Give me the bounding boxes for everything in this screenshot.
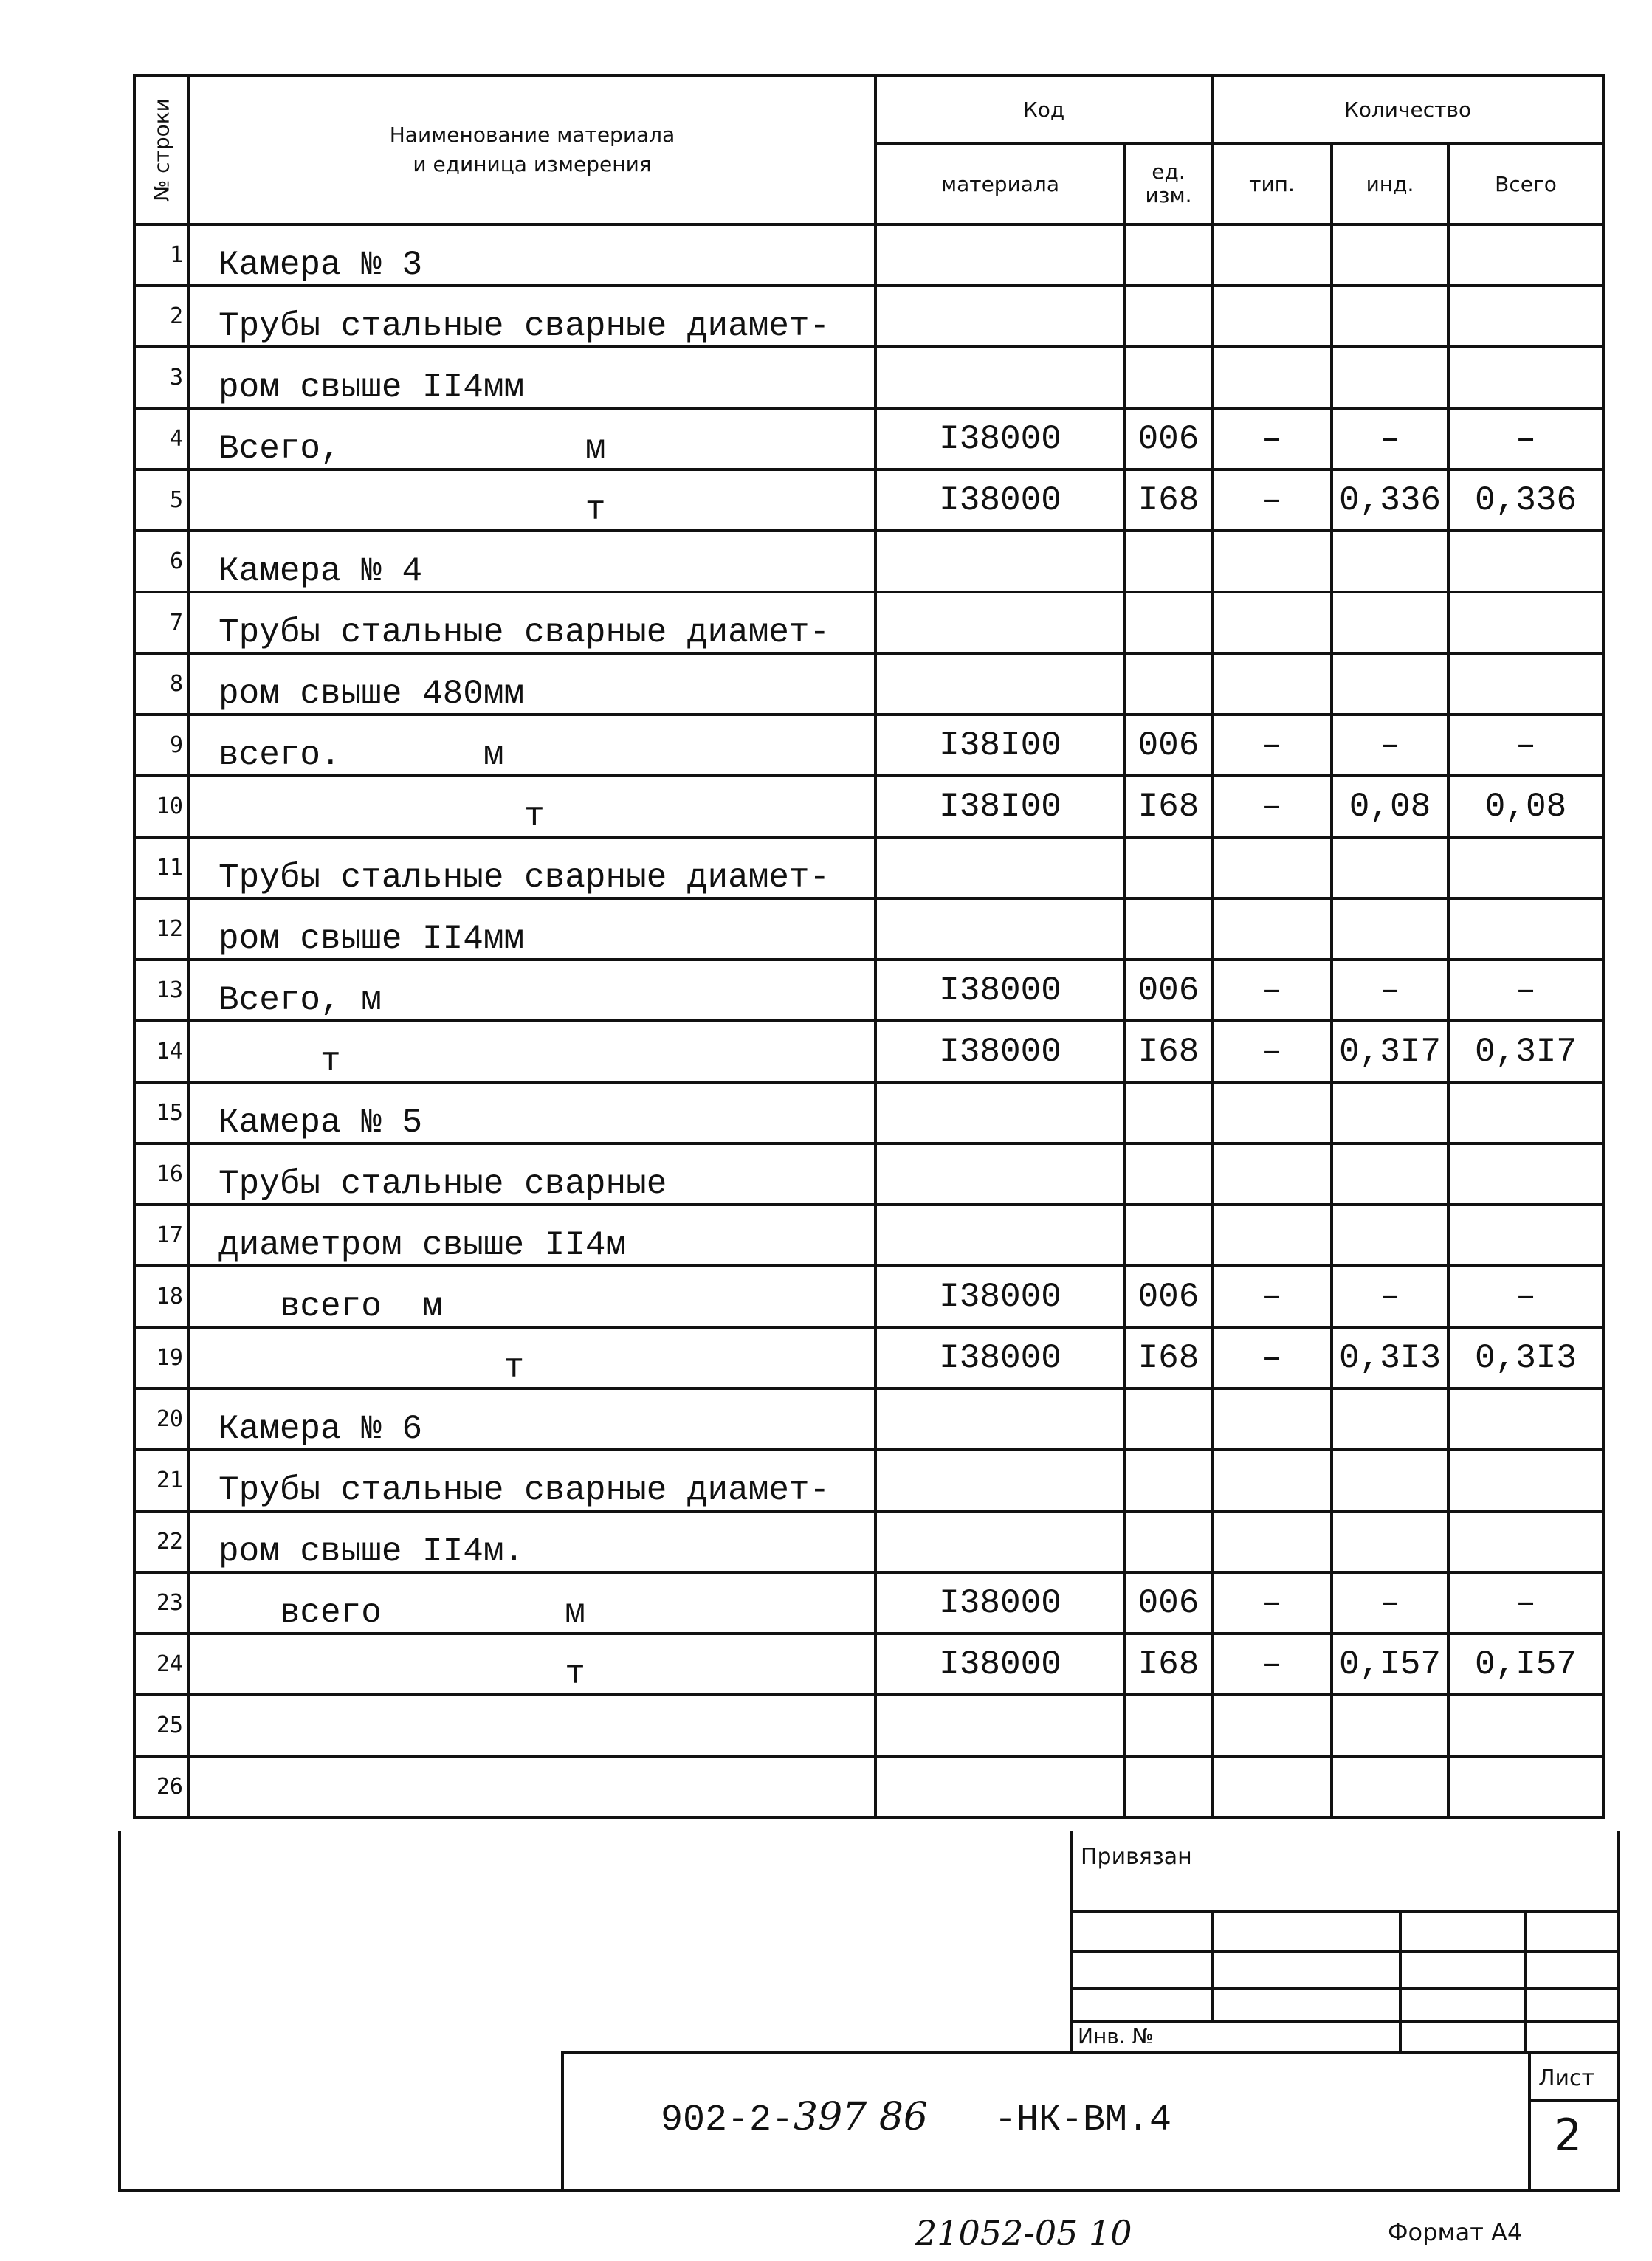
unit-code-cell: I68 xyxy=(1125,1021,1212,1082)
material-name-cell: Камера № 5 xyxy=(189,1082,875,1143)
qty-total-cell: – xyxy=(1448,715,1603,776)
row-number-cell: 14 xyxy=(134,1021,189,1082)
qty-typ-cell xyxy=(1212,1756,1332,1817)
material-code-cell xyxy=(875,531,1125,592)
table-row xyxy=(134,1327,1603,1388)
stamp-grid-line xyxy=(1399,1910,1402,2052)
qty-ind-cell xyxy=(1332,592,1448,653)
stamp-grid-line xyxy=(1528,2099,1617,2102)
material-code-cell xyxy=(875,347,1125,408)
unit-code-cell: I68 xyxy=(1125,469,1212,531)
table-row xyxy=(134,347,1603,408)
qty-total-cell xyxy=(1448,1511,1603,1572)
material-name-cell: диаметром свыше II4м xyxy=(189,1205,875,1266)
table-row xyxy=(134,1695,1603,1756)
unit-code-cell xyxy=(1125,286,1212,347)
material-table xyxy=(133,74,1605,1819)
material-code-cell xyxy=(875,653,1125,715)
material-name-cell: ром свыше 480мм xyxy=(189,653,875,715)
row-number-cell: 16 xyxy=(134,1143,189,1205)
qty-typ-cell: – xyxy=(1212,1266,1332,1327)
row-number-cell: 3 xyxy=(134,347,189,408)
qty-total-cell xyxy=(1448,1082,1603,1143)
qty-typ-cell: – xyxy=(1212,1021,1332,1082)
material-name-cell: т xyxy=(189,1327,875,1388)
unit-code-cell xyxy=(1125,1388,1212,1450)
material-name-cell xyxy=(189,1756,875,1817)
material-code-cell xyxy=(875,1143,1125,1205)
unit-code-cell: 006 xyxy=(1125,1572,1212,1634)
header-name: Наименование материала и единица измерения xyxy=(189,75,875,224)
qty-typ-cell: – xyxy=(1212,776,1332,837)
material-name-cell: т xyxy=(189,1021,875,1082)
qty-typ-cell xyxy=(1212,347,1332,408)
header-code-unit: ед. изм. xyxy=(1125,143,1212,224)
row-number-cell: 23 xyxy=(134,1572,189,1634)
material-name-cell: Трубы стальные сварные диамет- xyxy=(189,592,875,653)
table-row xyxy=(134,408,1603,469)
row-number-cell: 6 xyxy=(134,531,189,592)
row-number-cell: 24 xyxy=(134,1634,189,1695)
row-number-cell: 9 xyxy=(134,715,189,776)
qty-total-cell: – xyxy=(1448,1266,1603,1327)
material-code-cell xyxy=(875,1756,1125,1817)
material-name-cell: Камера № 3 xyxy=(189,224,875,286)
qty-typ-cell: – xyxy=(1212,408,1332,469)
inventory-number-label: Инв. № xyxy=(1078,2024,1154,2048)
row-number-cell: 11 xyxy=(134,837,189,898)
row-number-cell: 8 xyxy=(134,653,189,715)
qty-total-cell xyxy=(1448,347,1603,408)
qty-ind-cell xyxy=(1332,1450,1448,1511)
material-code-cell: I38000 xyxy=(875,469,1125,531)
stamp-grid-line xyxy=(1524,1910,1527,2052)
document-code: 902-2-397 86 -НК-ВМ.4 xyxy=(661,2095,1172,2141)
row-number-cell: 19 xyxy=(134,1327,189,1388)
qty-total-cell: – xyxy=(1448,960,1603,1021)
qty-typ-cell xyxy=(1212,837,1332,898)
unit-code-cell: 006 xyxy=(1125,715,1212,776)
material-name-cell: всего. м xyxy=(189,715,875,776)
material-code-cell xyxy=(875,1205,1125,1266)
row-number-cell: 17 xyxy=(134,1205,189,1266)
qty-ind-cell xyxy=(1332,1695,1448,1756)
material-name-cell: Камера № 4 xyxy=(189,531,875,592)
qty-ind-cell xyxy=(1332,898,1448,960)
table-row xyxy=(134,531,1603,592)
qty-ind-cell: 0,3I7 xyxy=(1332,1021,1448,1082)
unit-code-cell xyxy=(1125,837,1212,898)
stamp-grid-line xyxy=(1070,1910,1617,1913)
material-code-cell xyxy=(875,1388,1125,1450)
material-code-cell: I38I00 xyxy=(875,715,1125,776)
qty-typ-cell: – xyxy=(1212,469,1332,531)
unit-code-cell: 006 xyxy=(1125,960,1212,1021)
material-code-cell: I38000 xyxy=(875,1634,1125,1695)
qty-typ-cell xyxy=(1212,1143,1332,1205)
qty-total-cell xyxy=(1448,898,1603,960)
qty-total-cell: 0,08 xyxy=(1448,776,1603,837)
qty-total-cell: 0,3I7 xyxy=(1448,1021,1603,1082)
qty-ind-cell xyxy=(1332,1388,1448,1450)
qty-typ-cell xyxy=(1212,531,1332,592)
qty-total-cell xyxy=(1448,1143,1603,1205)
table-row xyxy=(134,286,1603,347)
row-number-cell: 2 xyxy=(134,286,189,347)
qty-ind-cell xyxy=(1332,837,1448,898)
row-number-cell: 1 xyxy=(134,224,189,286)
qty-typ-cell xyxy=(1212,898,1332,960)
unit-code-cell xyxy=(1125,224,1212,286)
qty-total-cell: 0,336 xyxy=(1448,469,1603,531)
table-row xyxy=(134,469,1603,531)
stamp-grid-line xyxy=(1070,2020,1617,2023)
unit-code-cell: I68 xyxy=(1125,1634,1212,1695)
material-name-cell: ром свыше II4м. xyxy=(189,1511,875,1572)
material-code-cell: I38000 xyxy=(875,1572,1125,1634)
material-code-cell xyxy=(875,592,1125,653)
stamp-grid-line xyxy=(1070,1987,1617,1990)
material-name-cell xyxy=(189,1695,875,1756)
table-row xyxy=(134,715,1603,776)
stamp-grid-line xyxy=(561,2051,1617,2054)
title-block xyxy=(118,1831,1617,2192)
qty-ind-cell xyxy=(1332,1082,1448,1143)
unit-code-cell xyxy=(1125,653,1212,715)
qty-ind-cell: 0,08 xyxy=(1332,776,1448,837)
row-number-cell: 18 xyxy=(134,1266,189,1327)
unit-code-cell xyxy=(1125,1450,1212,1511)
row-number-cell: 4 xyxy=(134,408,189,469)
qty-ind-cell xyxy=(1332,1756,1448,1817)
unit-code-cell xyxy=(1125,1511,1212,1572)
material-code-cell xyxy=(875,224,1125,286)
material-code-cell: I38000 xyxy=(875,1021,1125,1082)
qty-ind-cell xyxy=(1332,653,1448,715)
row-number-cell: 5 xyxy=(134,469,189,531)
material-name-cell: Камера № 6 xyxy=(189,1388,875,1450)
qty-typ-cell xyxy=(1212,1388,1332,1450)
table-row xyxy=(134,837,1603,898)
table-row xyxy=(134,1205,1603,1266)
material-name-cell: всего м xyxy=(189,1572,875,1634)
qty-total-cell xyxy=(1448,837,1603,898)
header-row-number: № строки xyxy=(134,75,189,224)
qty-total-cell xyxy=(1448,1205,1603,1266)
qty-ind-cell xyxy=(1332,347,1448,408)
qty-typ-cell xyxy=(1212,286,1332,347)
table-body xyxy=(134,224,1603,1817)
table-row xyxy=(134,1082,1603,1143)
qty-ind-cell: – xyxy=(1332,408,1448,469)
qty-ind-cell: 0,336 xyxy=(1332,469,1448,531)
qty-total-cell xyxy=(1448,653,1603,715)
header-qty-typ: тип. xyxy=(1212,143,1332,224)
qty-typ-cell xyxy=(1212,224,1332,286)
material-name-cell: Трубы стальные сварные диамет- xyxy=(189,1450,875,1511)
material-code-cell: I38000 xyxy=(875,960,1125,1021)
material-name-cell: Трубы стальные сварные диамет- xyxy=(189,837,875,898)
unit-code-cell xyxy=(1125,1143,1212,1205)
row-number-cell: 10 xyxy=(134,776,189,837)
qty-total-cell xyxy=(1448,1695,1603,1756)
stamp-divider xyxy=(1070,1831,1073,2052)
stamp-grid-line xyxy=(1211,1910,1214,2021)
qty-total-cell: 0,3I3 xyxy=(1448,1327,1603,1388)
format-label: Формат А4 xyxy=(1388,2218,1523,2246)
qty-typ-cell xyxy=(1212,592,1332,653)
header-quantity-group: Количество xyxy=(1212,75,1603,143)
table-row xyxy=(134,898,1603,960)
material-name-cell: Трубы стальные сварные диамет- xyxy=(189,286,875,347)
qty-typ-cell: – xyxy=(1212,960,1332,1021)
stamp-grid-line xyxy=(561,2051,564,2192)
material-code-cell xyxy=(875,1082,1125,1143)
qty-typ-cell xyxy=(1212,1205,1332,1266)
material-code-cell xyxy=(875,286,1125,347)
stamp-grid-line xyxy=(1528,2051,1531,2192)
qty-ind-cell xyxy=(1332,224,1448,286)
qty-total-cell: – xyxy=(1448,1572,1603,1634)
qty-total-cell: 0,I57 xyxy=(1448,1634,1603,1695)
table-row xyxy=(134,1266,1603,1327)
qty-ind-cell: – xyxy=(1332,960,1448,1021)
unit-code-cell xyxy=(1125,347,1212,408)
qty-ind-cell xyxy=(1332,286,1448,347)
material-code-cell xyxy=(875,1511,1125,1572)
material-name-cell: ром свыше II4мм xyxy=(189,347,875,408)
row-number-cell: 22 xyxy=(134,1511,189,1572)
qty-ind-cell: – xyxy=(1332,715,1448,776)
table-row xyxy=(134,1511,1603,1572)
material-name-cell: Всего, м xyxy=(189,408,875,469)
unit-code-cell xyxy=(1125,898,1212,960)
material-name-cell: Трубы стальные сварные xyxy=(189,1143,875,1205)
material-name-cell: т xyxy=(189,776,875,837)
table-header xyxy=(134,75,1603,224)
unit-code-cell xyxy=(1125,592,1212,653)
table-row xyxy=(134,592,1603,653)
row-number-cell: 25 xyxy=(134,1695,189,1756)
material-name-cell: ром свыше II4мм xyxy=(189,898,875,960)
stamp-grid-line xyxy=(1070,1950,1617,1953)
privyazan-label: Привязан xyxy=(1081,1844,1192,1870)
header-code-material: материала xyxy=(875,143,1125,224)
table-row xyxy=(134,1450,1603,1511)
qty-total-cell: – xyxy=(1448,408,1603,469)
material-code-cell xyxy=(875,1695,1125,1756)
table-row xyxy=(134,1756,1603,1817)
unit-code-cell xyxy=(1125,1082,1212,1143)
unit-code-cell xyxy=(1125,1695,1212,1756)
qty-typ-cell xyxy=(1212,1511,1332,1572)
qty-ind-cell xyxy=(1332,1143,1448,1205)
row-number-cell: 21 xyxy=(134,1450,189,1511)
header-qty-total: Всего xyxy=(1448,143,1603,224)
unit-code-cell xyxy=(1125,1205,1212,1266)
header-qty-ind: инд. xyxy=(1332,143,1448,224)
material-code-cell: I38000 xyxy=(875,1266,1125,1327)
table-row xyxy=(134,1143,1603,1205)
material-code-cell xyxy=(875,1450,1125,1511)
unit-code-cell: I68 xyxy=(1125,776,1212,837)
material-name-cell: т xyxy=(189,469,875,531)
qty-typ-cell xyxy=(1212,1695,1332,1756)
specification-sheet xyxy=(133,74,1602,1819)
qty-total-cell xyxy=(1448,531,1603,592)
table-row xyxy=(134,1021,1603,1082)
table-row xyxy=(134,1572,1603,1634)
row-number-cell: 15 xyxy=(134,1082,189,1143)
row-number-cell: 26 xyxy=(134,1756,189,1817)
sheet-label: Лист xyxy=(1538,2065,1595,2091)
row-number-cell: 20 xyxy=(134,1388,189,1450)
qty-total-cell xyxy=(1448,1388,1603,1450)
qty-ind-cell: 0,I57 xyxy=(1332,1634,1448,1695)
qty-total-cell xyxy=(1448,592,1603,653)
sheet-number: 2 xyxy=(1554,2110,1583,2161)
unit-code-cell xyxy=(1125,531,1212,592)
qty-typ-cell xyxy=(1212,1450,1332,1511)
qty-typ-cell xyxy=(1212,1082,1332,1143)
qty-total-cell xyxy=(1448,286,1603,347)
unit-code-cell: 006 xyxy=(1125,1266,1212,1327)
material-code-cell xyxy=(875,837,1125,898)
qty-typ-cell: – xyxy=(1212,1327,1332,1388)
material-name-cell: Всего, м xyxy=(189,960,875,1021)
qty-total-cell xyxy=(1448,224,1603,286)
qty-total-cell xyxy=(1448,1450,1603,1511)
table-row xyxy=(134,653,1603,715)
qty-ind-cell: 0,3I3 xyxy=(1332,1327,1448,1388)
table-row xyxy=(134,1388,1603,1450)
qty-typ-cell: – xyxy=(1212,1572,1332,1634)
table-row xyxy=(134,776,1603,837)
unit-code-cell: 006 xyxy=(1125,408,1212,469)
qty-ind-cell: – xyxy=(1332,1572,1448,1634)
table-row xyxy=(134,960,1603,1021)
header-code-group: Код xyxy=(875,75,1212,143)
qty-ind-cell xyxy=(1332,531,1448,592)
material-code-cell: I38000 xyxy=(875,408,1125,469)
unit-code-cell xyxy=(1125,1756,1212,1817)
qty-total-cell xyxy=(1448,1756,1603,1817)
row-number-cell: 12 xyxy=(134,898,189,960)
material-code-cell: I38000 xyxy=(875,1327,1125,1388)
material-code-cell: I38I00 xyxy=(875,776,1125,837)
qty-typ-cell: – xyxy=(1212,1634,1332,1695)
table-row xyxy=(134,224,1603,286)
qty-ind-cell xyxy=(1332,1205,1448,1266)
qty-typ-cell: – xyxy=(1212,715,1332,776)
row-number-cell: 13 xyxy=(134,960,189,1021)
material-name-cell: всего м xyxy=(189,1266,875,1327)
qty-typ-cell xyxy=(1212,653,1332,715)
row-number-cell: 7 xyxy=(134,592,189,653)
material-code-cell xyxy=(875,898,1125,960)
table-row xyxy=(134,1634,1603,1695)
unit-code-cell: I68 xyxy=(1125,1327,1212,1388)
material-name-cell: т xyxy=(189,1634,875,1695)
qty-ind-cell: – xyxy=(1332,1266,1448,1327)
qty-ind-cell xyxy=(1332,1511,1448,1572)
order-number: 21052-05 10 xyxy=(915,2213,1132,2253)
